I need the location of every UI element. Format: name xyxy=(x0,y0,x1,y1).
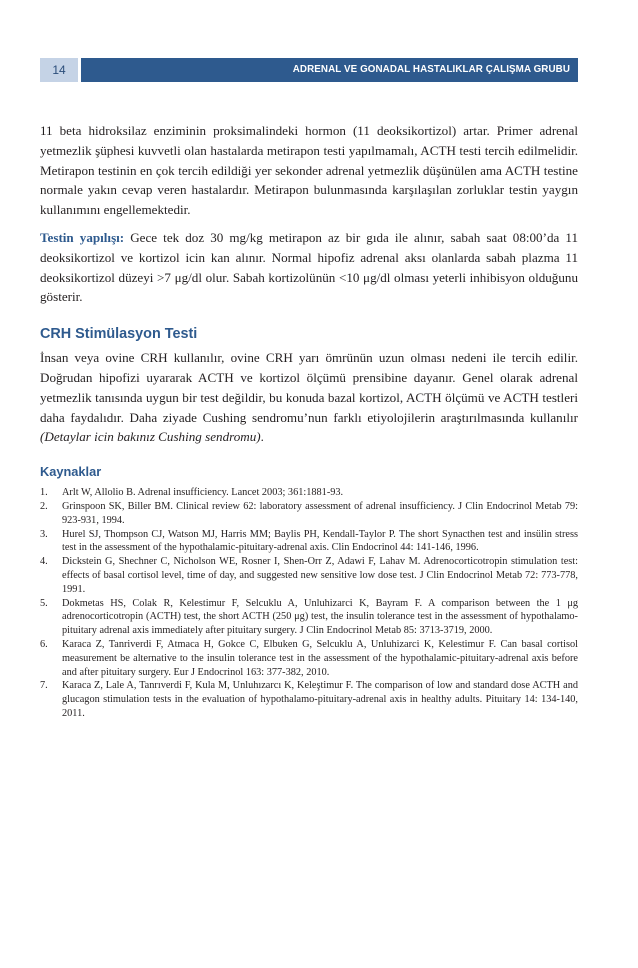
reference-item xyxy=(40,500,578,528)
reference-number: 3. xyxy=(40,528,48,540)
intro-paragraph: 11 beta hidroksilaz enziminin proksimalindeki hormon (11 deoksikortizol) artar. Primer adrenal yetmezlik şüphesi kuvvetli olan hastalarda metirapon testi yapılmamalı, ACTH testi tercih edilmelidir. Metirapon testinin en çok tercih edildiği yer sekonder adrenal yetmezlik düşünülen ama ACTH testine normale yakın cevap veren hastalardır. Metirapon bulunmasında karşılaşılan zorluklar testin yaygın kullanımını engellemektedir. xyxy=(40,123,578,218)
references-list xyxy=(40,486,578,721)
crh-note: (Detaylar icin bakınız Cushing sendromu) xyxy=(40,429,261,445)
crh-paragraph xyxy=(40,348,578,447)
reference-number: 6. xyxy=(40,638,48,650)
procedure-label: Testin yapılışı: xyxy=(40,229,125,245)
running-title: ADRENAL VE GONADAL HASTALIKLAR ÇALIŞMA GRUBU xyxy=(81,58,578,82)
reference-text: Arlt W, Allolio B. Adrenal insufficiency. Lancet 2003; 361:1881-93. xyxy=(62,487,344,499)
references-title: Kaynaklar xyxy=(40,464,102,480)
crh-text: İnsan veya ovine CRH kullanılır, ovine CRH yarı ömrünün uzun olması nedeni ile tercih edilir. Doğrudan hipofizi uyararak ACTH ve kortizol ölçümü prensibine dayanır. Genel olarak adrenal yetmezlik tanısında uygun bir test değildir, bu konuda bazal kortizol, ACTH ölçümü ve ACTH testleri daha faydalıdır. Daha ziyade Cushing sendromu’nun farklı etiyolojilerin araştırılmasında kullanılır xyxy=(40,350,578,425)
reference-item xyxy=(40,528,578,556)
procedure-text: Gece tek doz 30 mg/kg metirapon az bir gıda ile alınır, sabah saat 08:00’da 11 deoksikortizol ve kortizol icin kan alınır. Normal hipofiz adrenal aksı olanlarda sabah plazma 11 deoksikortizol düzeyi >7 μg/dl olur. Sabah kortizolünün <10 μg/dl olması yeterli inhibisyon olduğunu gösterir. xyxy=(40,229,578,305)
reference-number: 1. xyxy=(40,487,48,499)
reference-number: 5. xyxy=(40,597,48,609)
reference-item xyxy=(40,486,578,500)
reference-text: Grinspoon SK, Biller BM. Clinical review 62: laboratory assessment of adrenal insufficiency. J Clin Endocrinol Metab 79: 923-931, 1994. xyxy=(62,500,578,526)
page-content xyxy=(40,121,578,721)
reference-text: Hurel SJ, Thompson CJ, Watson MJ, Harris MM; Baylis PH, Kendall-Taylor P. The short Synacthen test and insülin stress test in the assessment of the hypothalamic-pituitary-adrenal axis. Clin Endocrinol 44: 141-146, 1996. xyxy=(62,528,578,554)
reference-item xyxy=(40,679,578,720)
reference-text: Karaca Z, Tanriverdi F, Atmaca H, Gokce C, Elbuken G, Selcuklu A, Unluhizarci K, Kelestimur F. Can basal cortisol measurement be alternative to the insulin tolerance test in the assessment of the hypothalamic-pituitary-adrenal axis before and after pituitary surgery. Eur J Endocrinol 163: 377-382, 2010. xyxy=(62,638,578,678)
reference-number: 4. xyxy=(40,556,48,568)
reference-text: Karaca Z, Lale A, Tanrıverdi F, Kula M, Unluhızarcı K, Keleştimur F. The comparison of low and standard dose ACTH and glucagon stimulation tests in the evaluation of hypothalamo-pituitary-adrenal axis in healthy adults. Pituitary 14: 134-140, 2011. xyxy=(62,680,578,719)
reference-text: Dokmetas HS, Colak R, Kelestimur F, Selcuklu A, Unluhizarci K, Bayram F. A comparison between the 1 μg adrenocorticotropin (ACTH) test, the short ACTH (250 μg) test, the insulin tolerance test in the assessment of hypothalamo-pituitary adrenal axis immediately after pituitary surgery. J Clin Endocrinol Metab 85: 3713-3719, 2000. xyxy=(62,597,578,637)
crh-end: . xyxy=(260,429,264,445)
page-header xyxy=(40,58,578,82)
procedure-paragraph xyxy=(40,228,578,307)
reference-item xyxy=(40,555,578,596)
page-number: 14 xyxy=(40,58,78,82)
reference-item xyxy=(40,597,578,638)
reference-item xyxy=(40,638,578,679)
reference-text: Dickstein G, Shechner C, Nicholson WE, Rosner I, Shen-Orr Z, Adawi F, Lahav M. Adrenocorticotropin stimulation test: effects of basal cortisol level, time of day, and suggested new sensitive low dose test. J Clin Endocrinol Metab 72: 773-778, 1991. xyxy=(62,556,578,595)
reference-number: 7. xyxy=(40,680,48,692)
crh-section-title: CRH Stimülasyon Testi xyxy=(40,326,198,343)
reference-number: 2. xyxy=(40,500,48,512)
